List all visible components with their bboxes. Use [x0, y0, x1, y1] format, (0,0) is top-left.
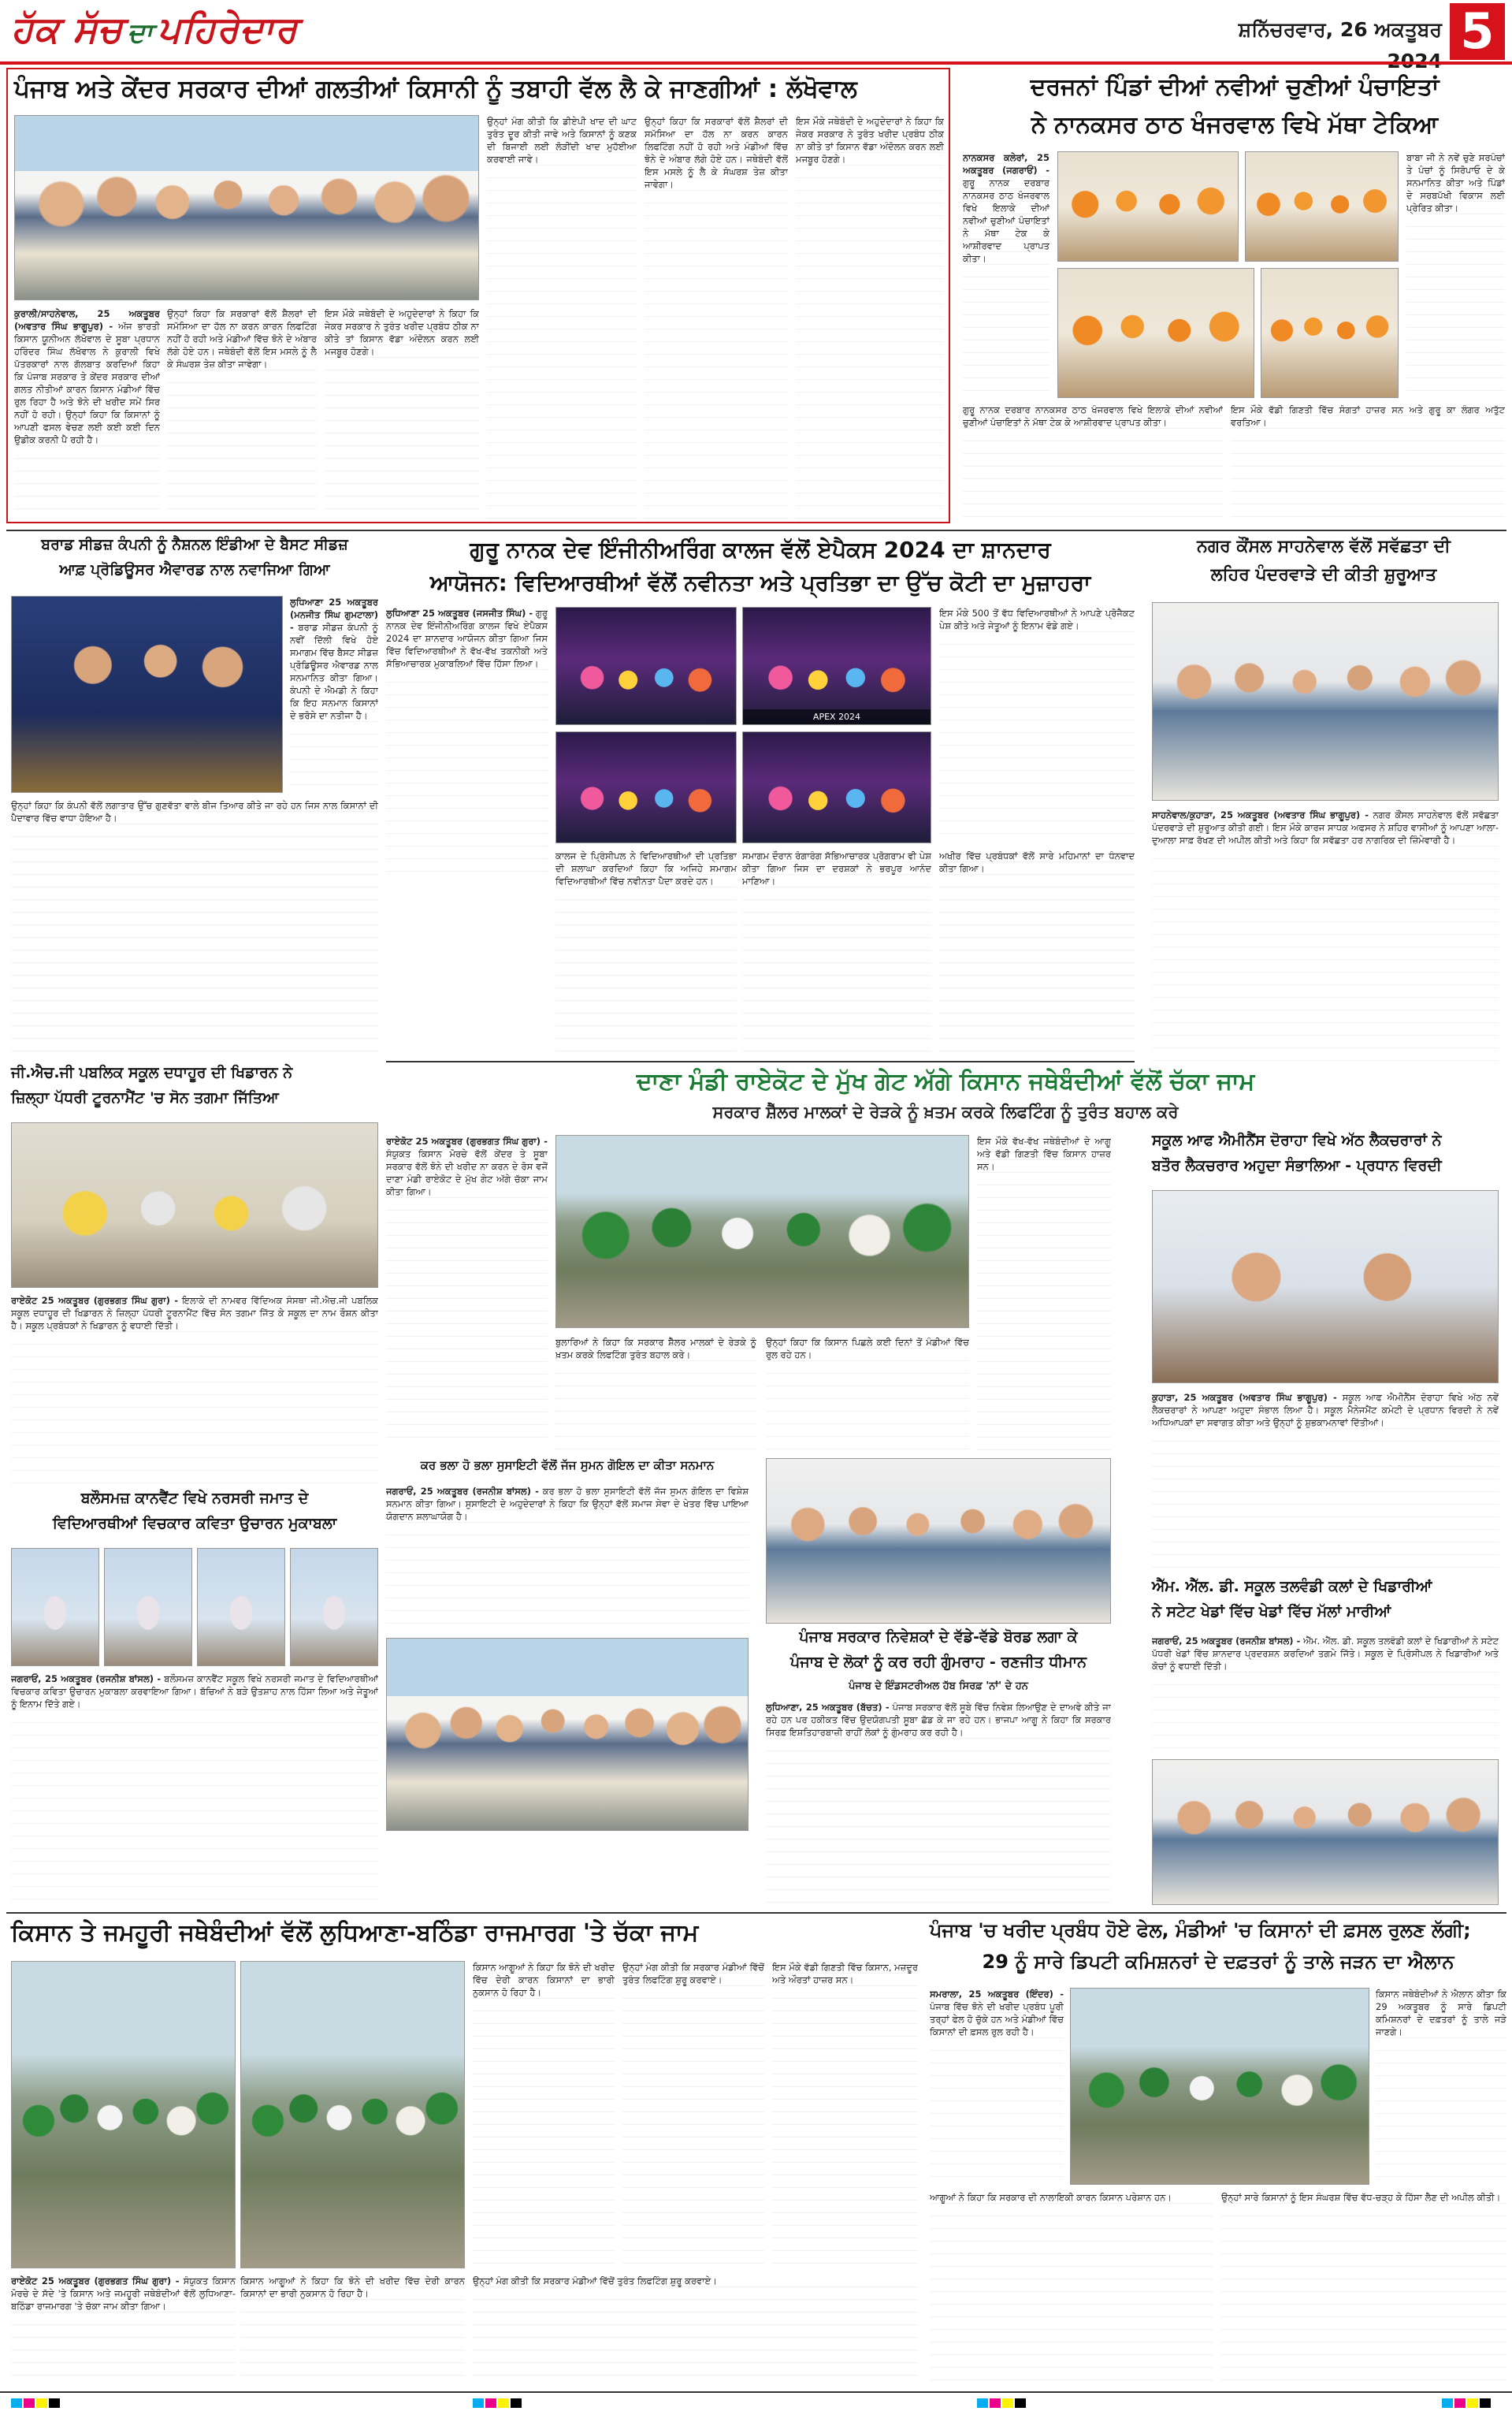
dateline-panchayats: ਨਾਨਕਸਰ ਕਲੇਰਾਂ, 25 ਅਕਤੂਬਰ (ਜਗਰਾਓਂ) - — [963, 152, 1049, 176]
photo-gndec-2 — [742, 607, 931, 725]
headline-panchayats-2: ਨੇ ਨਾਨਕਸਰ ਠਾਠ ਖੰਜਰਵਾਲ ਵਿਖੇ ਮੱਥਾ ਟੇਕਿਆ — [1031, 111, 1439, 139]
text-chakkajam-col1: ਸੰਯੁਕਤ ਕਿਸਾਨ ਮੋਰਚੇ ਵੱਲੋਂ ਕੇਂਦਰ ਤੇ ਸੂਬਾ ਸਰਕਾਰ ਵੱਲੋਂ ਝੋਨੇ ਦੀ ਖਰੀਦ ਨਾ ਕਰਨ ਦੇ ਰੋਸ ਵਜੋਂ ਦਾਣਾ ਮੰਡੀ ਰਾਏਕੋਟ ਦੇ ਮੁੱਖ ਗੇਟ ਅੱਗੇ ਚੱਕਾ ਜਾਮ ਕੀਤਾ ਗਿਆ। — [386, 1148, 548, 1197]
page-number: 5 — [1450, 3, 1505, 60]
registration-marks-center — [473, 2396, 523, 2405]
photo-ldh-bti-1 — [11, 1961, 236, 2268]
photo-blossoms-3 — [197, 1548, 285, 1666]
body-award-col2: ਉਨ੍ਹਾਂ ਕਿਹਾ ਕਿ ਕੰਪਨੀ ਵੱਲੋਂ ਲਗਾਤਾਰ ਉੱਚ ਗੁਣਵੱਤਾ ਵਾਲੇ ਬੀਜ ਤਿਆਰ ਕੀਤੇ ਜਾ ਰਹੇ ਹਨ ਜਿਸ ਨਾਲ ਕਿਸਾਨਾਂ ਦੀ ਪੈਦਾਵਾਰ ਵਿੱਚ ਵਾਧਾ ਹੋਇਆ ਹੈ। — [11, 799, 378, 1056]
text-lecturers: ਸਕੂਲ ਆਫ ਐਮੀਨੈਂਸ ਦੋਰਾਹਾ ਵਿਖੇ ਅੱਠ ਨਵੇਂ ਲੈਕਚਰਾਰਾਂ ਨੇ ਆਪਣਾ ਅਹੁਦਾ ਸੰਭਾਲ ਲਿਆ ਹੈ। ਸਕੂਲ ਮੈਨੇਜਮੈਂਟ ਕਮੇਟੀ ਦੇ ਪ੍ਰਧਾਨ ਵਿਰਦੀ ਨੇ ਨਵੇਂ ਅਧਿਆਪਕਾਂ ਦਾ ਸਵਾਗਤ ਕੀਤਾ ਅਤੇ ਉਨ੍ਹਾਂ ਨੂੰ ਸ਼ੁਭਕਾਮਨਾਵਾਂ ਦਿੱਤੀਆਂ। — [1152, 1392, 1499, 1428]
body-lakhowal-col4: ਉਨ੍ਹਾਂ ਮੰਗ ਕੀਤੀ ਕਿ ਡੀਏਪੀ ਖਾਦ ਦੀ ਘਾਟ ਤੁਰੰਤ ਦੂਰ ਕੀਤੀ ਜਾਵੇ ਅਤੇ ਕਿਸਾਨਾਂ ਨੂੰ ਕਣਕ ਦੀ ਬਿਜਾਈ ਲਈ ਲੋੜੀਂਦੀ ਖਾਦ ਮੁਹੱਈਆ ਕਰਵਾਈ ਜਾਵੇ। — [487, 115, 637, 519]
dateline-mld: ਜਗਰਾਓਂ, 25 ਅਕਤੂਬਰ (ਰਜਨੀਸ਼ ਬਾਂਸਲ) - — [1152, 1635, 1301, 1646]
body-panchayats-col3: ਗੁਰੂ ਨਾਨਕ ਦਰਬਾਰ ਨਾਨਕਸਰ ਠਾਠ ਖੰਜਰਵਾਲ ਵਿਖੇ ਇਲਾਕੇ ਦੀਆਂ ਨਵੀਆਂ ਚੁਣੀਆਂ ਪੰਚਾਇਤਾਂ ਨੇ ਮੱਥਾ ਟੇਕ ਕੇ ਆਸ਼ੀਰਵਾਦ ਪ੍ਰਾਪਤ ਕੀਤਾ। — [963, 404, 1223, 522]
dateline-blossoms: ਜਗਰਾਓਂ, 25 ਅਕਤੂਬਰ (ਰਜਨੀਸ਼ ਬਾਂਸਲ) - — [11, 1673, 162, 1684]
photo-lakhowal — [14, 115, 479, 300]
body-chakkajam-col2: ਬੁਲਾਰਿਆਂ ਨੇ ਕਿਹਾ ਕਿ ਸਰਕਾਰ ਸ਼ੈੱਲਰ ਮਾਲਕਾਂ ਦੇ ਰੇੜਕੇ ਨੂੰ ਖ਼ਤਮ ਕਰਕੇ ਲਿਫਟਿੰਗ ਤੁਰੰਤ ਬਹਾਲ ਕਰੇ। — [555, 1336, 756, 1450]
body-council — [1152, 809, 1499, 1061]
text-gndec-col1: ਗੁਰੂ ਨਾਨਕ ਦੇਵ ਇੰਜੀਨੀਅਰਿੰਗ ਕਾਲਜ ਵਿਖੇ ਏਪੈਕਸ 2024 ਦਾ ਸ਼ਾਨਦਾਰ ਆਯੋਜਨ ਕੀਤਾ ਗਿਆ ਜਿਸ ਵਿੱਚ ਵਿਦਿਆਰਥੀਆਂ ਨੇ ਵੱਖ-ਵੱਖ ਤਕਨੀਕੀ ਅਤੇ ਸੱਭਿਆਚਾਰਕ ਮੁਕਾਬਲਿਆਂ ਵਿੱਚ ਹਿੱਸਾ ਲਿਆ। — [386, 608, 548, 669]
body-lakhowal-col3: ਇਸ ਮੌਕੇ ਜਥੇਬੰਦੀ ਦੇ ਅਹੁਦੇਦਾਰਾਂ ਨੇ ਕਿਹਾ ਕਿ ਜੇਕਰ ਸਰਕਾਰ ਨੇ ਤੁਰੰਤ ਖਰੀਦ ਪ੍ਰਬੰਧ ਠੀਕ ਨਾ ਕੀਤੇ ਤਾਂ ਕਿਸਾਨ ਵੱਡਾ ਅੰਦੋਲਨ ਕਰਨ ਲਈ ਮਜਬੂਰ ਹੋਣਗੇ। — [325, 307, 479, 519]
headline-lakhowal: ਪੰਜਾਬ ਅਤੇ ਕੇਂਦਰ ਸਰਕਾਰ ਦੀਆਂ ਗਲਤੀਆਂ ਕਿਸਾਨੀ ਨੂੰ ਤਬਾਹੀ ਵੱਲ ਲੈ ਕੇ ਜਾਣਗੀਆਂ : ਲੱਖੋਵਾਲ — [14, 75, 857, 103]
headline-mld-2: ਨੇ ਸਟੇਟ ਖੇਡਾਂ ਵਿੱਚ ਖੇਡਾਂ ਵਿੱਚ ਮੱਲਾਂ ਮਾਰੀਆਂ — [1152, 1603, 1391, 1620]
body-kharid-col4: ਉਨ੍ਹਾਂ ਸਾਰੇ ਕਿਸਾਨਾਂ ਨੂੰ ਇਸ ਸੰਘਰਸ਼ ਵਿੱਚ ਵੱਧ-ਚੜ੍ਹ ਕੇ ਹਿੱਸਾ ਲੈਣ ਦੀ ਅਪੀਲ ਕੀਤੀ। — [1221, 2191, 1506, 2385]
dateline-dhiman: ਲੁਧਿਆਣਾ, 25 ਅਕਤੂਬਰ (ਬੱਚਤ) - — [766, 1702, 890, 1713]
logo-part2: ਦਾ — [127, 17, 154, 49]
body-mld — [1152, 1635, 1499, 1753]
logo-part1: ਹੱਕ ਸੱਚ — [11, 8, 124, 50]
photo-chakkajam — [555, 1135, 969, 1328]
body-chakkajam-col4: ਇਸ ਮੌਕੇ ਵੱਖ-ਵੱਖ ਜਥੇਬੰਦੀਆਂ ਦੇ ਆਗੂ ਅਤੇ ਵੱਡੀ ਗਿਣਤੀ ਵਿੱਚ ਕਿਸਾਨ ਹਾਜ਼ਰ ਸਨ। — [977, 1135, 1111, 1450]
body-kharid-col3: ਆਗੂਆਂ ਨੇ ਕਿਹਾ ਕਿ ਸਰਕਾਰ ਦੀ ਨਾਲਾਇਕੀ ਕਾਰਨ ਕਿਸਾਨ ਪਰੇਸ਼ਾਨ ਹਨ। — [930, 2191, 1213, 2385]
text-council: ਨਗਰ ਕੌਂਸਲ ਸਾਹਨੇਵਾਲ ਵੱਲੋਂ ਸਵੱਛਤਾ ਪੰਦਰਵਾੜੇ ਦੀ ਸ਼ੁਰੂਆਤ ਕੀਤੀ ਗਈ। ਇਸ ਮੌਕੇ ਕਾਰਜ ਸਾਧਕ ਅਫਸਰ ਨੇ ਸ਼ਹਿਰ ਵਾਸੀਆਂ ਨੂੰ ਆਪਣਾ ਆਲਾ-ਦੁਆਲਾ ਸਾਫ਼ ਰੱਖਣ ਦੀ ਅਪੀਲ ਕੀਤੀ ਅਤੇ ਕਿਹਾ ਕਿ ਸਵੱਛਤਾ ਹਰ ਨਾਗਰਿਕ ਦੀ ਜ਼ਿੰਮੇਵਾਰੀ ਹੈ। — [1152, 809, 1499, 846]
photo-panchayats-4 — [1261, 268, 1399, 398]
body-gndec-col4: ਸਮਾਗਮ ਦੌਰਾਨ ਰੰਗਾਰੰਗ ਸੱਭਿਆਚਾਰਕ ਪ੍ਰੋਗਰਾਮ ਵੀ ਪੇਸ਼ ਕੀਤਾ ਗਿਆ ਜਿਸ ਦਾ ਦਰਸ਼ਕਾਂ ਨੇ ਭਰਪੂਰ ਆਨੰਦ ਮਾਣਿਆ। — [742, 850, 931, 1055]
headline-council-2: ਲਹਿਰ ਪੰਦਰਵਾੜੇ ਦੀ ਕੀਤੀ ਸ਼ੁਰੂਆਤ — [1210, 565, 1437, 585]
text-dhiman: ਪੰਜਾਬ ਸਰਕਾਰ ਵੱਲੋਂ ਸੂਬੇ ਵਿੱਚ ਨਿਵੇਸ਼ ਲਿਆਉਣ ਦੇ ਦਾਅਵੇ ਕੀਤੇ ਜਾ ਰਹੇ ਹਨ ਪਰ ਹਕੀਕਤ ਵਿੱਚ ਉਦਯੋਗਪਤੀ ਸੂਬਾ ਛੱਡ ਕੇ ਜਾ ਰਹੇ ਹਨ। ਭਾਜਪਾ ਆਗੂ ਨੇ ਕਿਹਾ ਕਿ ਸਰਕਾਰ ਸਿਰਫ਼ ਇਸ਼ਤਿਹਾਰਬਾਜ਼ੀ ਰਾਹੀਂ ਲੋਕਾਂ ਨੂੰ ਗੁੰਮਰਾਹ ਕਰ ਰਹੀ ਹੈ। — [766, 1702, 1111, 1738]
body-ldh-bti-col3: ਕਿਸਾਨ ਆਗੂਆਂ ਨੇ ਕਿਹਾ ਕਿ ਝੋਨੇ ਦੀ ਖਰੀਦ ਵਿੱਚ ਦੇਰੀ ਕਾਰਨ ਕਿਸਾਨਾਂ ਦਾ ਭਾਰੀ ਨੁਕਸਾਨ ਹੋ ਰਿਹਾ ਹੈ। — [473, 1961, 615, 2268]
text-panchayats-col1: ਗੁਰੂ ਨਾਨਕ ਦਰਬਾਰ ਨਾਨਕਸਰ ਠਾਠ ਖੰਜਰਵਾਲ ਵਿਖੇ ਇਲਾਕੇ ਦੀਆਂ ਨਵੀਆਂ ਚੁਣੀਆਂ ਪੰਚਾਇਤਾਂ ਨੇ ਮੱਥਾ ਟੇਕ ਕੇ ਆਸ਼ੀਰਵਾਦ ਪ੍ਰਾਪਤ ਕੀਤਾ। — [963, 177, 1049, 264]
photo-ldh-bti-2 — [240, 1961, 465, 2268]
headline-panchayats-1: ਦਰਜਨਾਂ ਪਿੰਡਾਂ ਦੀਆਂ ਨਵੀਆਂ ਚੁਣੀਆਂ ਪੰਚਾਇਤਾਂ — [1030, 73, 1440, 101]
dateline-chakkajam: ਰਾਏਕੋਟ 25 ਅਕਤੂਬਰ (ਗੁਰਭਗਤ ਸਿੰਘ ਗੁਰਾ) - — [386, 1136, 548, 1147]
caption-apex: APEX 2024 — [743, 709, 931, 724]
photo-gndec-4 — [742, 731, 931, 843]
headline-award-1: ਬਰਾਡ ਸੀਡਜ਼ ਕੰਪਨੀ ਨੂੰ ਨੈਸ਼ਨਲ ਇੰਡੀਆ ਦੇ ਬੈਸਟ ਸੀਡਜ਼ — [41, 536, 348, 553]
body-gndec-col5: ਅਖੀਰ ਵਿੱਚ ਪ੍ਰਬੰਧਕਾਂ ਵੱਲੋਂ ਸਾਰੇ ਮਹਿਮਾਨਾਂ ਦਾ ਧੰਨਵਾਦ ਕੀਤਾ ਗਿਆ। — [939, 850, 1135, 1055]
dateline-ghg: ਰਾਏਕੋਟ 25 ਅਕਤੂਬਰ (ਗੁਰਭਗਤ ਸਿੰਘ ਗੁਰਾ) - — [11, 1295, 178, 1306]
registration-marks-center-right — [977, 2396, 1027, 2405]
headline-kharid-1: ਪੰਜਾਬ 'ਚ ਖਰੀਦ ਪ੍ਰਬੰਧ ਹੋਏ ਫੇਲ, ਮੰਡੀਆਂ 'ਚ ਕਿਸਾਨਾਂ ਦੀ ਫ਼ਸਲ ਰੁਲਣ ਲੱਗੀ; — [930, 1919, 1471, 1941]
dateline-council: ਸਾਹਨੇਵਾਲ/ਕੁਹਾੜਾ, 25 ਅਕਤੂਬਰ (ਅਵਤਾਰ ਸਿੰਘ ਭਾਗੂਪੁਰ) - — [1152, 809, 1369, 820]
body-blossoms — [11, 1672, 378, 1903]
body-gndec-col1 — [386, 607, 548, 875]
headline-award-2: ਆਫ਼ ਪ੍ਰੋਡਿਊਸਰ ਐਵਾਰਡ ਨਾਲ ਨਵਾਜਿਆ ਗਿਆ — [59, 561, 330, 579]
dateline-lakhowal: ਕੁਰਾਲੀ/ਸਾਹਨੇਵਾਲ, 25 ਅਕਤੂਬਰ (ਅਵਤਾਰ ਸਿੰਘ ਭਾਗੂਪੁਰ) - — [14, 308, 160, 332]
text-sumangoel: ਕਰ ਭਲਾ ਹੋ ਭਲਾ ਸੁਸਾਇਟੀ ਵੱਲੋਂ ਜੱਜ ਸੁਮਨ ਗੋਇਲ ਦਾ ਵਿਸ਼ੇਸ਼ ਸਨਮਾਨ ਕੀਤਾ ਗਿਆ। ਸੁਸਾਇਟੀ ਦੇ ਅਹੁਦੇਦਾਰਾਂ ਨੇ ਕਿਹਾ ਕਿ ਉਨ੍ਹਾਂ ਵੱਲੋਂ ਸਮਾਜ ਸੇਵਾ ਦੇ ਖੇਤਰ ਵਿੱਚ ਪਾਇਆ ਯੋਗਦਾਨ ਸ਼ਲਾਘਾਯੋਗ ਹੈ। — [386, 1486, 749, 1522]
body-lakhowal-col2: ਉਨ੍ਹਾਂ ਕਿਹਾ ਕਿ ਸਰਕਾਰਾਂ ਵੱਲੋਂ ਸ਼ੈਲਰਾਂ ਦੀ ਸਮੱਸਿਆ ਦਾ ਹੱਲ ਨਾ ਕਰਨ ਕਾਰਨ ਲਿਫਟਿੰਗ ਨਹੀਂ ਹੋ ਰਹੀ ਅਤੇ ਮੰਡੀਆਂ ਵਿੱਚ ਝੋਨੇ ਦੇ ਅੰਬਾਰ ਲੱਗੇ ਹੋਏ ਹਨ। ਜਥੇਬੰਦੀ ਵੱਲੋਂ ਇਸ ਮਸਲੇ ਨੂੰ ਲੈ ਕੇ ਸੰਘਰਸ਼ ਤੇਜ਼ ਕੀਤਾ ਜਾਵੇਗਾ। — [167, 307, 317, 519]
body-panchayats-col2: ਬਾਬਾ ਜੀ ਨੇ ਨਵੇਂ ਚੁਣੇ ਸਰਪੰਚਾਂ ਤੇ ਪੰਚਾਂ ਨੂੰ ਸਿਰੋਪਾਓ ਦੇ ਕੇ ਸਨਮਾਨਿਤ ਕੀਤਾ ਅਤੇ ਪਿੰਡਾਂ ਦੇ ਸਰਬਪੱਖੀ ਵਿਕਾਸ ਲਈ ਪ੍ਰੇਰਿਤ ਕੀਤਾ। — [1406, 151, 1505, 396]
body-gndec-col2: ਇਸ ਮੌਕੇ 500 ਤੋਂ ਵੱਧ ਵਿਦਿਆਰਥੀਆਂ ਨੇ ਆਪਣੇ ਪ੍ਰੋਜੈਕਟ ਪੇਸ਼ ਕੀਤੇ ਅਤੇ ਜੇਤੂਆਂ ਨੂੰ ਇਨਾਮ ਵੰਡੇ ਗਏ। — [939, 607, 1135, 843]
dateline-kharid: ਸਮਰਾਲਾ, 25 ਅਕਤੂਬਰ (ਇੰਦਰ) - — [930, 1989, 1064, 2000]
photo-panchayats-2 — [1245, 151, 1399, 262]
photo-gndec-3 — [555, 731, 737, 843]
text-mld: ਐੱਮ. ਐੱਲ. ਡੀ. ਸਕੂਲ ਤਲਵੰਡੀ ਕਲਾਂ ਦੇ ਖਿਡਾਰੀਆਂ ਨੇ ਸਟੇਟ ਪੱਧਰੀ ਖੇਡਾਂ ਵਿੱਚ ਸ਼ਾਨਦਾਰ ਪ੍ਰਦਰਸ਼ਨ ਕਰਦਿਆਂ ਤਗਮੇ ਜਿੱਤੇ। ਸਕੂਲ ਦੇ ਪ੍ਰਿੰਸੀਪਲ ਨੇ ਖਿਡਾਰੀਆਂ ਅਤੇ ਕੋਚਾਂ ਨੂੰ ਵਧਾਈ ਦਿੱਤੀ। — [1152, 1635, 1499, 1672]
body-ghg — [11, 1294, 378, 1483]
body-ldh-bti-col5: ਇਸ ਮੌਕੇ ਵੱਡੀ ਗਿਣਤੀ ਵਿੱਚ ਕਿਸਾਨ, ਮਜ਼ਦੂਰ ਅਤੇ ਔਰਤਾਂ ਹਾਜ਼ਰ ਸਨ। — [772, 1961, 918, 2268]
body-ldh-bti-col2: ਕਿਸਾਨ ਆਗੂਆਂ ਨੇ ਕਿਹਾ ਕਿ ਝੋਨੇ ਦੀ ਖਰੀਦ ਵਿੱਚ ਦੇਰੀ ਕਾਰਨ ਕਿਸਾਨਾਂ ਦਾ ਭਾਰੀ ਨੁਕਸਾਨ ਹੋ ਰਿਹਾ ਹੈ। — [240, 2275, 465, 2385]
photo-mld — [1152, 1759, 1499, 1905]
photo-council — [1152, 602, 1499, 801]
text-ghg: ਇਲਾਕੇ ਦੀ ਨਾਮਵਰ ਵਿੱਦਿਅਕ ਸੰਸਥਾ ਜੀ.ਐਚ.ਜੀ ਪਬਲਿਕ ਸਕੂਲ ਦਧਾਹੂਰ ਦੀ ਖਿਡਾਰਨ ਨੇ ਜ਼ਿਲ੍ਹਾ ਪੱਧਰੀ ਟੂਰਨਾਮੈਂਟ ਵਿੱਚ ਸੋਨ ਤਗਮਾ ਜਿੱਤ ਕੇ ਸਕੂਲ ਦਾ ਨਾਮ ਰੌਸ਼ਨ ਕੀਤਾ ਹੈ। ਸਕੂਲ ਪ੍ਰਬੰਧਕਾਂ ਨੇ ਖਿਡਾਰਨ ਨੂੰ ਵਧਾਈ ਦਿੱਤੀ। — [11, 1295, 378, 1331]
body-ldh-bti-col4: ਉਨ੍ਹਾਂ ਮੰਗ ਕੀਤੀ ਕਿ ਸਰਕਾਰ ਮੰਡੀਆਂ ਵਿੱਚੋਂ ਤੁਰੰਤ ਲਿਫਟਿੰਗ ਸ਼ੁਰੂ ਕਰਵਾਏ। — [622, 1961, 764, 2268]
dateline-sumangoel: ਜਗਰਾਓਂ, 25 ਅਕਤੂਬਰ (ਰਜਨੀਸ਼ ਬਾਂਸਲ) - — [386, 1486, 539, 1497]
photo-gndec-1 — [555, 607, 737, 725]
footer-rule — [0, 2391, 1512, 2393]
masthead-logo — [11, 5, 373, 54]
logo-part3: ਪਹਿਰੇਦਾਰ — [157, 8, 299, 50]
section-divider-3 — [6, 1912, 1506, 1914]
registration-marks-right — [1442, 2396, 1492, 2405]
text-award-col1: ਬਰਾਡ ਸੀਡਜ਼ ਕੰਪਨੀ ਨੂੰ ਨਵੀਂ ਦਿੱਲੀ ਵਿਖੇ ਹੋਏ ਸਮਾਗਮ ਵਿੱਚ ਬੈਸਟ ਸੀਡਜ਼ ਪ੍ਰੋਡਿਊਸਰ ਐਵਾਰਡ ਨਾਲ ਸਨਮਾਨਿਤ ਕੀਤਾ ਗਿਆ। ਕੰਪਨੀ ਦੇ ਐਮਡੀ ਨੇ ਕਿਹਾ ਕਿ ਇਹ ਸਨਮਾਨ ਕਿਸਾਨਾਂ ਦੇ ਭਰੋਸੇ ਦਾ ਨਤੀਜਾ ਹੈ। — [290, 622, 378, 721]
photo-panchayats-3 — [1057, 268, 1254, 398]
subheadline-chakkajam: ਸਰਕਾਰ ਸ਼ੈੱਲਰ ਮਾਲਕਾਂ ਦੇ ਰੇੜਕੇ ਨੂੰ ਖ਼ਤਮ ਕਰਕੇ ਲਿਫਟਿੰਗ ਨੂੰ ਤੁਰੰਤ ਬਹਾਲ ਕਰੇ — [712, 1103, 1179, 1122]
headline-blossoms-1: ਬਲੌਸਮਜ਼ ਕਾਨਵੈਂਟ ਵਿਖੇ ਨਰਸਰੀ ਜਮਾਤ ਦੇ — [80, 1490, 309, 1507]
headline-dhiman-2: ਪੰਜਾਬ ਦੇ ਲੋਕਾਂ ਨੂੰ ਕਰ ਰਹੀ ਗੁੰਮਰਾਹ - ਰਣਜੀਤ ਧੀਮਾਨ — [790, 1654, 1087, 1671]
headline-gndec-2: ਆਯੋਜਨ: ਵਿਦਿਆਰਥੀਆਂ ਵੱਲੋਂ ਨਵੀਨਤਾ ਅਤੇ ਪ੍ਰਤਿਭਾ ਦਾ ਉੱਚ ਕੋਟੀ ਦਾ ਮੁਜ਼ਾਹਰਾ — [429, 570, 1091, 596]
headline-chakkajam: ਦਾਣਾ ਮੰਡੀ ਰਾਏਕੋਟ ਦੇ ਮੁੱਖ ਗੇਟ ਅੱਗੇ ਕਿਸਾਨ ਜਥੇਬੰਦੀਆਂ ਵੱਲੋਂ ਚੱਕਾ ਜਾਮ — [636, 1068, 1255, 1096]
body-gndec-col3: ਕਾਲਜ ਦੇ ਪ੍ਰਿੰਸੀਪਲ ਨੇ ਵਿਦਿਆਰਥੀਆਂ ਦੀ ਪ੍ਰਤਿਭਾ ਦੀ ਸ਼ਲਾਘਾ ਕਰਦਿਆਂ ਕਿਹਾ ਕਿ ਅਜਿਹੇ ਸਮਾਗਮ ਵਿਦਿਆਰਥੀਆਂ ਵਿੱਚ ਨਵੀਨਤਾ ਪੈਦਾ ਕਰਦੇ ਹਨ। — [555, 850, 737, 1055]
issue-date: ਸ਼ਨਿੱਚਰਵਾਰ, 26 ਅਕਤੂਬਰ — [1238, 18, 1442, 41]
photo-kharid — [1070, 1988, 1369, 2185]
registration-marks-left — [11, 2396, 61, 2405]
body-lakhowal-col5: ਉਨ੍ਹਾਂ ਕਿਹਾ ਕਿ ਸਰਕਾਰਾਂ ਵੱਲੋਂ ਸ਼ੈਲਰਾਂ ਦੀ ਸਮੱਸਿਆ ਦਾ ਹੱਲ ਨਾ ਕਰਨ ਕਾਰਨ ਲਿਫਟਿੰਗ ਨਹੀਂ ਹੋ ਰਹੀ ਅਤੇ ਮੰਡੀਆਂ ਵਿੱਚ ਝੋਨੇ ਦੇ ਅੰਬਾਰ ਲੱਗੇ ਹੋਏ ਹਨ। ਜਥੇਬੰਦੀ ਵੱਲੋਂ ਇਸ ਮਸਲੇ ਨੂੰ ਲੈ ਕੇ ਸੰਘਰਸ਼ ਤੇਜ਼ ਕੀਤਾ ਜਾਵੇਗਾ। — [645, 115, 788, 519]
headline-lecturers-2: ਬਤੌਰ ਲੈਕਚਰਾਰ ਅਹੁਦਾ ਸੰਭਾਲਿਆ - ਪ੍ਰਧਾਨ ਵਿਰਦੀ — [1152, 1157, 1442, 1174]
headline-mld-1: ਐੱਮ. ਐੱਲ. ਡੀ. ਸਕੂਲ ਤਲਵੰਡੀ ਕਲਾਂ ਦੇ ਖਿਡਾਰੀਆਂ — [1152, 1578, 1432, 1595]
photo-blossoms-2 — [104, 1548, 192, 1666]
body-chakkajam-col1 — [386, 1135, 548, 1446]
section-divider-2 — [386, 1061, 1135, 1062]
body-award-col1 — [290, 596, 378, 793]
headline-kharid-2: 29 ਨੂੰ ਸਾਰੇ ਡਿਪਟੀ ਕਮਿਸ਼ਨਰਾਂ ਦੇ ਦਫ਼ਤਰਾਂ ਨੂੰ ਤਾਲੇ ਜੜਨ ਦਾ ਐਲਾਨ — [982, 1951, 1454, 1973]
headline-council-1: ਨਗਰ ਕੌਂਸਲ ਸਾਹਨੇਵਾਲ ਵੱਲੋਂ ਸਵੱਛਤਾ ਦੀ — [1197, 537, 1451, 556]
dateline-award: ਲੁਧਿਆਣਾ 25 ਅਕਤੂਬਰ (ਮਨਜੀਤ ਸਿੰਘ ਗੁਮਟਾਲਾ) - — [290, 597, 378, 633]
body-ldh-bti-col1 — [11, 2275, 236, 2385]
dateline-gndec: ਲੁਧਿਆਣਾ 25 ਅਕਤੂਬਰ (ਜਸਜੀਤ ਸਿੰਘ) - — [386, 608, 533, 619]
dateline-lecturers: ਕੁਹਾੜਾ, 25 ਅਕਤੂਬਰ (ਅਵਤਾਰ ਸਿੰਘ ਭਾਗੂਪੁਰ) - — [1152, 1392, 1337, 1403]
body-sumangoel — [386, 1485, 749, 1631]
photo-ghg — [11, 1122, 378, 1288]
text-kharid-col1: ਪੰਜਾਬ ਵਿੱਚ ਝੋਨੇ ਦੀ ਖਰੀਦ ਪ੍ਰਬੰਧ ਪੂਰੀ ਤਰ੍ਹਾਂ ਫੇਲ ਹੋ ਚੁੱਕੇ ਹਨ ਅਤੇ ਮੰਡੀਆਂ ਵਿੱਚ ਕਿਸਾਨਾਂ ਦੀ ਫ਼ਸਲ ਰੁਲ ਰਹੀ ਹੈ। — [930, 2001, 1064, 2037]
photo-panchayats-1 — [1057, 151, 1239, 262]
photo-sumangoel — [386, 1638, 749, 1831]
body-lakhowal-col1 — [14, 307, 160, 519]
headline-ghg-1: ਜੀ.ਐਚ.ਜੀ ਪਬਲਿਕ ਸਕੂਲ ਦਧਾਹੂਰ ਦੀ ਖਿਡਾਰਨ ਨੇ — [11, 1064, 293, 1081]
headline-gndec-1: ਗੁਰੂ ਨਾਨਕ ਦੇਵ ਇੰਜੀਨੀਅਰਿੰਗ ਕਾਲਜ ਵੱਲੋਂ ਏਪੈਕਸ 2024 ਦਾ ਸ਼ਾਨਦਾਰ — [470, 537, 1051, 563]
headline-ghg-2: ਜ਼ਿਲ੍ਹਾ ਪੱਧਰੀ ਟੂਰਨਾਮੈਂਟ 'ਚ ਸੋਨ ਤਗਮਾ ਜਿੱਤਿਆ — [11, 1089, 279, 1107]
body-panchayats-col1 — [963, 151, 1049, 396]
headline-sumangoel: ਕਰ ਭਲਾ ਹੋ ਭਲਾ ਸੁਸਾਇਟੀ ਵੱਲੋਂ ਜੱਜ ਸੁਮਨ ਗੋਇਲ ਦਾ ਕੀਤਾ ਸਨਮਾਨ — [420, 1458, 715, 1472]
headline-blossoms-2: ਵਿਦਿਆਰਥੀਆਂ ਵਿਚਕਾਰ ਕਵਿਤਾ ਉਚਾਰਨ ਮੁਕਾਬਲਾ — [52, 1515, 337, 1532]
text-lakhowal-col1: ਅੱਜ ਭਾਰਤੀ ਕਿਸਾਨ ਯੂਨੀਅਨ ਲੱਖੋਵਾਲ ਦੇ ਸੂਬਾ ਪ੍ਰਧਾਨ ਹਰਿੰਦਰ ਸਿੰਘ ਲੱਖੋਵਾਲ ਨੇ ਕੁਰਾਲੀ ਵਿਖੇ ਪੱਤਰਕਾਰਾਂ ਨਾਲ ਗੱਲਬਾਤ ਕਰਦਿਆਂ ਕਿਹਾ ਕਿ ਪੰਜਾਬ ਸਰਕਾਰ ਤੇ ਕੇਂਦਰ ਸਰਕਾਰ ਦੀਆਂ ਗਲਤ ਨੀਤੀਆਂ ਕਾਰਨ ਕਿਸਾਨ ਮੰਡੀਆਂ ਵਿੱਚ ਰੁਲ ਰਿਹਾ ਹੈ ਅਤੇ ਝੋਨੇ ਦੀ ਖਰੀਦ ਸਮੇਂ ਸਿਰ ਨਹੀਂ ਹੋ ਰਹੀ। ਉਨ੍ਹਾਂ ਕਿਹਾ ਕਿ ਕਿਸਾਨਾਂ ਨੂੰ ਆਪਣੀ ਫਸਲ ਵੇਚਣ ਲਈ ਕਈ ਕਈ ਦਿਨ ਉਡੀਕ ਕਰਨੀ ਪੈ ਰਹੀ ਹੈ। — [14, 321, 160, 445]
body-panchayats-col4: ਇਸ ਮੌਕੇ ਵੱਡੀ ਗਿਣਤੀ ਵਿੱਚ ਸੰਗਤਾਂ ਹਾਜ਼ਰ ਸਨ ਅਤੇ ਗੁਰੂ ਕਾ ਲੰਗਰ ਅਤੁੱਟ ਵਰਤਿਆ। — [1231, 404, 1505, 522]
photo-lecturers — [1152, 1190, 1499, 1383]
headline-dhiman-1: ਪੰਜਾਬ ਸਰਕਾਰ ਨਿਵੇਸ਼ਕਾਂ ਦੇ ਵੱਡੇ-ਵੱਡੇ ਬੋਰਡ ਲਗਾ ਕੇ — [799, 1628, 1078, 1646]
body-dhiman — [766, 1701, 1111, 1904]
masthead-rule — [0, 61, 1512, 65]
photo-blossoms-4 — [290, 1548, 378, 1666]
text-ldh-bti-col1: ਸੰਯੁਕਤ ਕਿਸਾਨ ਮੋਰਚੇ ਦੇ ਸੱਦੇ 'ਤੇ ਕਿਸਾਨ ਅਤੇ ਜਮਹੂਰੀ ਜਥੇਬੰਦੀਆਂ ਵੱਲੋਂ ਲੁਧਿਆਣਾ-ਬਠਿੰਡਾ ਰਾਜਮਾਰਗ 'ਤੇ ਚੱਕਾ ਜਾਮ ਕੀਤਾ ਗਿਆ। — [11, 2275, 236, 2312]
headline-ldh-bti: ਕਿਸਾਨ ਤੇ ਜਮਹੂਰੀ ਜਥੇਬੰਦੀਆਂ ਵੱਲੋਂ ਲੁਧਿਆਣਾ-ਬਠਿੰਡਾ ਰਾਜਮਾਰਗ 'ਤੇ ਚੱਕਾ ਜਾਮ — [11, 1919, 699, 1947]
body-chakkajam-col3: ਉਨ੍ਹਾਂ ਕਿਹਾ ਕਿ ਕਿਸਾਨ ਪਿਛਲੇ ਕਈ ਦਿਨਾਂ ਤੋਂ ਮੰਡੀਆਂ ਵਿੱਚ ਰੁਲ ਰਹੇ ਹਨ। — [766, 1336, 969, 1450]
body-ldh-bti-col6: ਉਨ੍ਹਾਂ ਮੰਗ ਕੀਤੀ ਕਿ ਸਰਕਾਰ ਮੰਡੀਆਂ ਵਿੱਚੋਂ ਤੁਰੰਤ ਲਿਫਟਿੰਗ ਸ਼ੁਰੂ ਕਰਵਾਏ। — [473, 2275, 918, 2385]
body-kharid-col2: ਕਿਸਾਨ ਜਥੇਬੰਦੀਆਂ ਨੇ ਐਲਾਨ ਕੀਤਾ ਕਿ 29 ਅਕਤੂਬਰ ਨੂੰ ਸਾਰੇ ਡਿਪਟੀ ਕਮਿਸ਼ਨਰਾਂ ਦੇ ਦਫ਼ਤਰਾਂ ਨੂੰ ਤਾਲੇ ਜੜੇ ਜਾਣਗੇ। — [1376, 1988, 1506, 2185]
text-blossoms: ਬਲੌਸਮਜ਼ ਕਾਨਵੈਂਟ ਸਕੂਲ ਵਿਖੇ ਨਰਸਰੀ ਜਮਾਤ ਦੇ ਵਿਦਿਆਰਥੀਆਂ ਵਿਚਕਾਰ ਕਵਿਤਾ ਉਚਾਰਨ ਮੁਕਾਬਲਾ ਕਰਵਾਇਆ ਗਿਆ। ਬੱਚਿਆਂ ਨੇ ਬੜੇ ਉਤਸ਼ਾਹ ਨਾਲ ਹਿੱਸਾ ਲਿਆ ਅਤੇ ਜੇਤੂਆਂ ਨੂੰ ਇਨਾਮ ਦਿੱਤੇ ਗਏ। — [11, 1673, 378, 1710]
body-lecturers — [1152, 1391, 1499, 1568]
photo-award — [11, 596, 283, 793]
photo-blossoms-1 — [11, 1548, 99, 1666]
dateline-ldh-bti: ਰਾਏਕੋਟ 25 ਅਕਤੂਬਰ (ਗੁਰਭਗਤ ਸਿੰਘ ਗੁਰਾ) - — [11, 2275, 180, 2286]
headline-lecturers-1: ਸਕੂਲ ਆਫ ਐਮੀਨੈਂਸ ਦੋਰਾਹਾ ਵਿਖੇ ਅੱਠ ਲੈਕਚਰਾਰਾਂ ਨੇ — [1152, 1132, 1442, 1149]
section-divider-1 — [6, 530, 1506, 531]
photo-dhiman — [766, 1458, 1111, 1624]
subhead-dhiman: ਪੰਜਾਬ ਦੇ ਇੰਡਸਟਰੀਅਲ ਹੱਬ ਸਿਰਫ਼ 'ਨਾਂ' ਦੇ ਹਨ — [849, 1680, 1028, 1692]
body-lakhowal-col6: ਇਸ ਮੌਕੇ ਜਥੇਬੰਦੀ ਦੇ ਅਹੁਦੇਦਾਰਾਂ ਨੇ ਕਿਹਾ ਕਿ ਜੇਕਰ ਸਰਕਾਰ ਨੇ ਤੁਰੰਤ ਖਰੀਦ ਪ੍ਰਬੰਧ ਠੀਕ ਨਾ ਕੀਤੇ ਤਾਂ ਕਿਸਾਨ ਵੱਡਾ ਅੰਦੋਲਨ ਕਰਨ ਲਈ ਮਜਬੂਰ ਹੋਣਗੇ। — [796, 115, 944, 519]
body-kharid-col1 — [930, 1988, 1064, 2185]
